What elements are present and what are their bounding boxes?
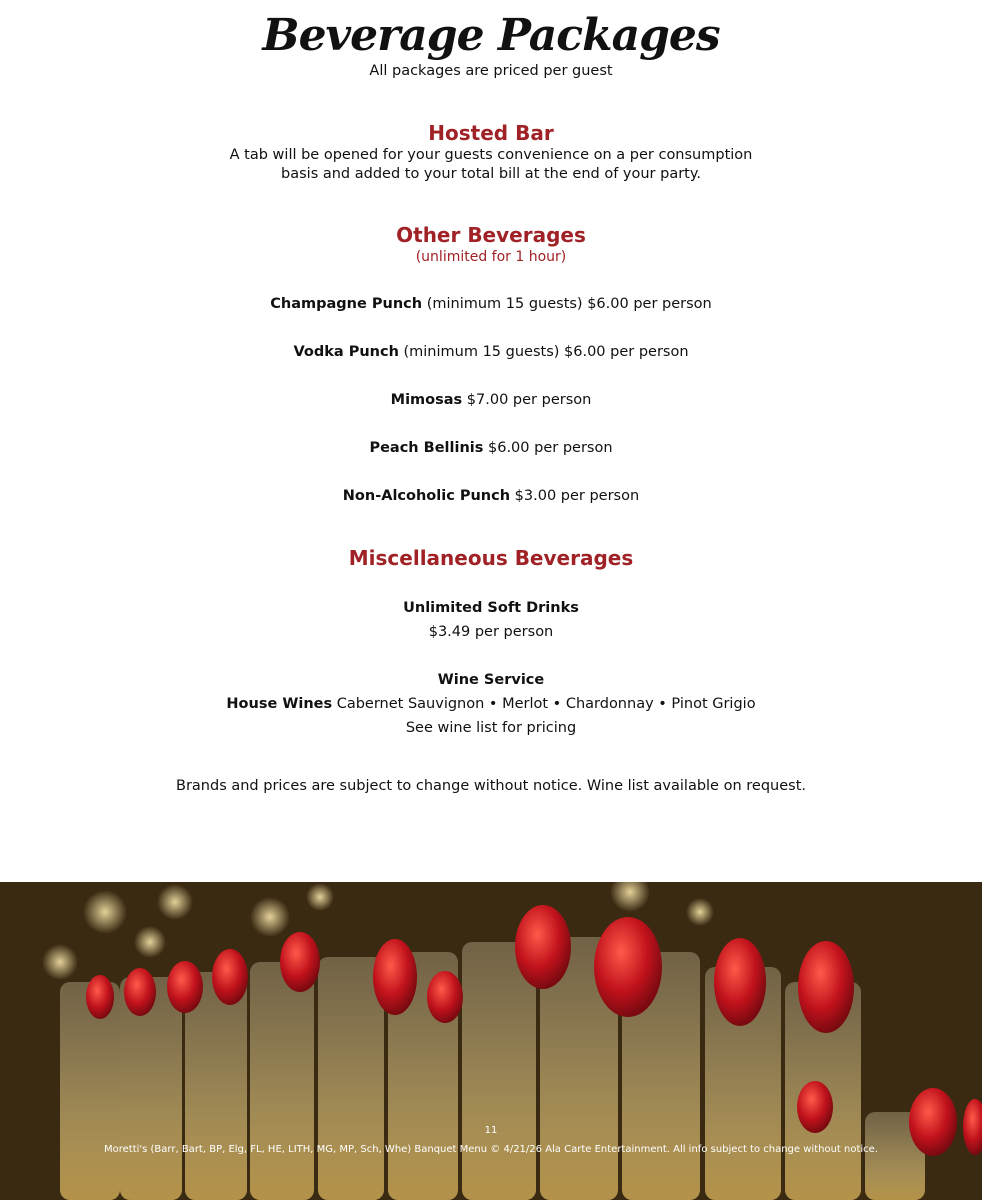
- house-wines-list: Cabernet Sauvignon • Merlot • Chardonnay • Pinot Grigio: [336, 696, 756, 712]
- page-number: 11: [484, 1125, 498, 1136]
- page-subtitle: All packages are priced per guest: [369, 63, 613, 79]
- beverage-item: [0, 296, 982, 312]
- house-wines-label: House Wines: [226, 696, 333, 712]
- beverage-detail: $3.00 per person: [514, 488, 640, 504]
- beverage-name: Non-Alcoholic Punch: [342, 488, 511, 504]
- beverage-detail: (minimum 15 guests) $6.00 per person: [403, 344, 689, 360]
- misc-beverages-heading: Miscellaneous Beverages: [348, 546, 634, 570]
- disclaimer: Brands and prices are subject to change without notice. Wine list available on request.: [176, 778, 806, 794]
- page-title: Beverage Packages: [262, 10, 720, 61]
- wine-pricing-note: See wine list for pricing: [405, 720, 577, 736]
- soft-drinks-price: $3.49 per person: [428, 624, 554, 640]
- other-beverages-note: (unlimited for 1 hour): [415, 249, 567, 265]
- beverage-item: [0, 440, 982, 456]
- beverage-item: [0, 488, 982, 504]
- beverage-detail: $7.00 per person: [466, 392, 592, 408]
- footer-text: Moretti's (Barr, Bart, BP, Elg, FL, HE, LITH, MG, MP, Sch, Whe) Banquet Menu © 4/21/26 Ala Carte Entertainment. All info subject to change without notice.: [103, 1144, 878, 1155]
- beverage-detail: $6.00 per person: [488, 440, 613, 456]
- beverage-item: [0, 392, 982, 408]
- beverage-detail: (minimum 15 guests) $6.00 per person: [426, 296, 712, 312]
- beverage-name: Peach Bellinis: [369, 440, 484, 456]
- beverage-name: Champagne Punch: [270, 296, 423, 312]
- house-wines-line: [0, 696, 982, 712]
- other-beverages-heading: Other Beverages: [396, 223, 586, 247]
- hosted-bar-heading: Hosted Bar: [428, 121, 554, 145]
- hosted-bar-line-2: basis and added to your total bill at the end of your party.: [281, 166, 701, 182]
- hosted-bar-line-1: A tab will be opened for your guests convenience on a per consumption: [229, 147, 753, 163]
- soft-drinks-title: Unlimited Soft Drinks: [403, 600, 579, 616]
- beverage-name: Vodka Punch: [293, 344, 399, 360]
- wine-service-title: Wine Service: [437, 672, 545, 688]
- beverage-item: [0, 344, 982, 360]
- beverage-name: Mimosas: [390, 392, 463, 408]
